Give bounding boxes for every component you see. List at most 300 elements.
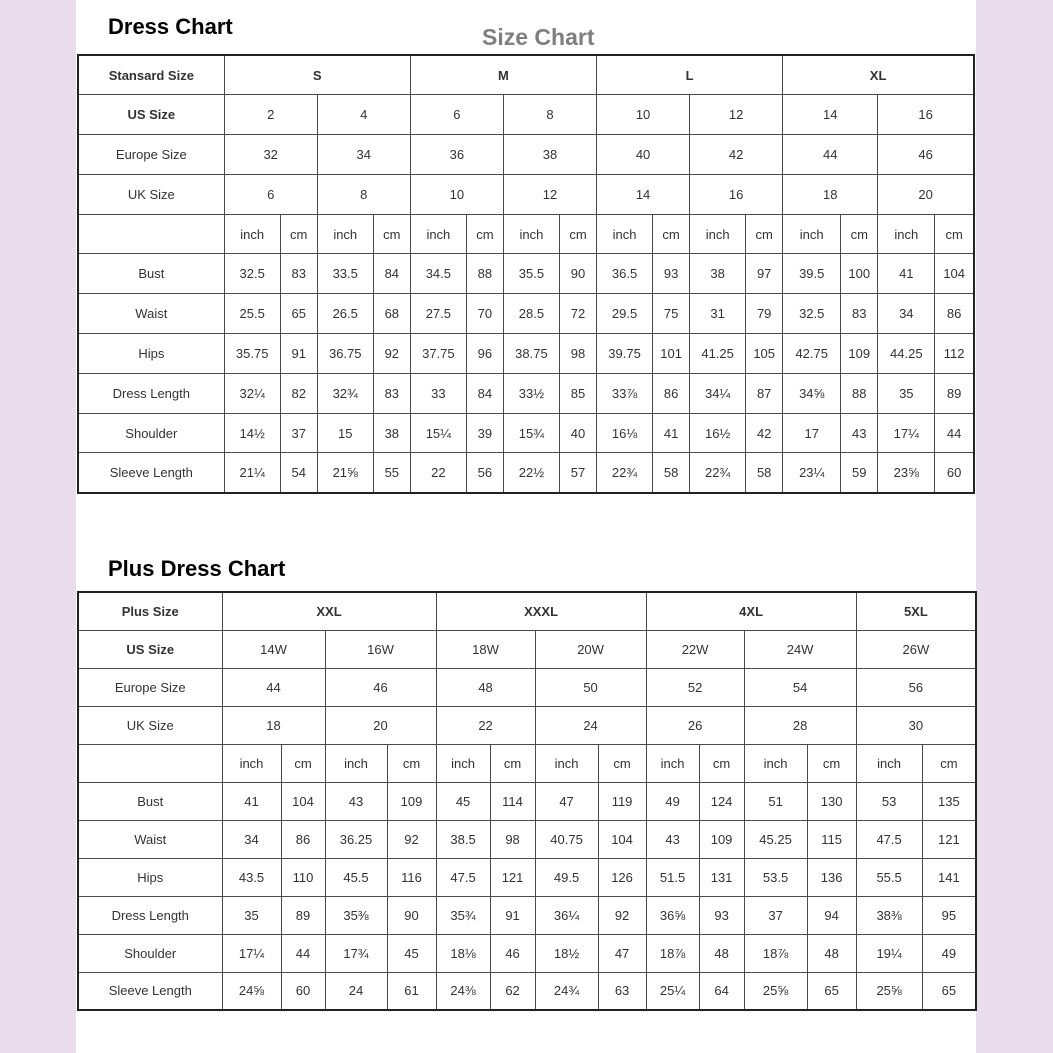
- value-inch: 35.5: [503, 254, 559, 294]
- value-inch: 43.5: [222, 858, 281, 896]
- size-cell: 12: [690, 95, 783, 135]
- size-cell: 8: [317, 174, 410, 214]
- measure-row-shoulder: [78, 413, 974, 453]
- value-cm: 59: [841, 453, 878, 493]
- size-group-4xl: 4XL: [646, 592, 856, 630]
- value-cm: 112: [935, 334, 974, 374]
- value-cm: 65: [280, 294, 317, 334]
- unit-inch: inch: [690, 214, 746, 254]
- size-cell: 20: [878, 174, 974, 214]
- value-inch: 24¾: [535, 972, 598, 1010]
- value-inch: 22: [410, 453, 466, 493]
- row-label: Shoulder: [78, 934, 222, 972]
- value-cm: 57: [559, 453, 596, 493]
- size-cell: 54: [744, 668, 856, 706]
- value-cm: 79: [746, 294, 783, 334]
- value-inch: 25¼: [646, 972, 699, 1010]
- value-inch: 38⅜: [856, 896, 922, 934]
- unit-inch: inch: [744, 744, 807, 782]
- size-cell: 24W: [744, 630, 856, 668]
- measure-row-bust: [78, 782, 976, 820]
- row-label: Bust: [78, 254, 224, 294]
- value-cm: 86: [653, 373, 690, 413]
- value-inch: 38.75: [503, 334, 559, 374]
- value-inch: 24⅝: [222, 972, 281, 1010]
- row-label: US Size: [78, 95, 224, 135]
- value-inch: 35⅜: [325, 896, 387, 934]
- size-cell: 20W: [535, 630, 646, 668]
- unit-cm: cm: [373, 214, 410, 254]
- value-cm: 45: [387, 934, 436, 972]
- value-inch: 18½: [535, 934, 598, 972]
- size-row-europe-size: [78, 135, 974, 175]
- value-inch: 47.5: [436, 858, 490, 896]
- value-cm: 60: [935, 453, 974, 493]
- value-cm: 83: [280, 254, 317, 294]
- value-cm: 58: [653, 453, 690, 493]
- size-cell: 16: [878, 95, 974, 135]
- measure-row-waist: [78, 294, 974, 334]
- value-cm: 75: [653, 294, 690, 334]
- value-cm: 86: [935, 294, 974, 334]
- size-group-xl: XL: [783, 55, 974, 95]
- value-cm: 97: [746, 254, 783, 294]
- value-inch: 33: [410, 373, 466, 413]
- unit-inch: inch: [410, 214, 466, 254]
- value-cm: 44: [935, 413, 974, 453]
- value-cm: 88: [841, 373, 878, 413]
- value-inch: 34: [878, 294, 935, 334]
- size-cell: 40: [597, 135, 690, 175]
- value-cm: 65: [922, 972, 976, 1010]
- measure-row-waist: [78, 820, 976, 858]
- value-inch: 15¾: [503, 413, 559, 453]
- value-inch: 41: [222, 782, 281, 820]
- value-cm: 43: [841, 413, 878, 453]
- value-inch: 39.75: [597, 334, 653, 374]
- unit-inch: inch: [317, 214, 373, 254]
- value-cm: 84: [466, 373, 503, 413]
- unit-cm: cm: [699, 744, 744, 782]
- row-label: Dress Length: [78, 896, 222, 934]
- value-inch: 19¼: [856, 934, 922, 972]
- unit-cm: cm: [841, 214, 878, 254]
- value-inch: 47.5: [856, 820, 922, 858]
- measure-row-hips: [78, 334, 974, 374]
- value-cm: 92: [373, 334, 410, 374]
- size-cell: 4: [317, 95, 410, 135]
- value-cm: 131: [699, 858, 744, 896]
- value-cm: 56: [466, 453, 503, 493]
- plus-dress-chart-table: [77, 591, 977, 1011]
- value-inch: 15¼: [410, 413, 466, 453]
- value-inch: 32¼: [224, 373, 280, 413]
- value-inch: 14½: [224, 413, 280, 453]
- size-cell: 46: [878, 135, 974, 175]
- value-inch: 23⅝: [878, 453, 935, 493]
- value-inch: 34¼: [690, 373, 746, 413]
- size-row-us-size: [78, 630, 976, 668]
- value-inch: 17¾: [325, 934, 387, 972]
- value-inch: 49.5: [535, 858, 598, 896]
- value-cm: 135: [922, 782, 976, 820]
- measure-row-dress-length: [78, 896, 976, 934]
- unit-cm: cm: [281, 744, 325, 782]
- value-inch: 22¾: [597, 453, 653, 493]
- value-inch: 37.75: [410, 334, 466, 374]
- size-group-m: M: [410, 55, 596, 95]
- value-cm: 104: [281, 782, 325, 820]
- value-cm: 90: [387, 896, 436, 934]
- unit-cm: cm: [490, 744, 535, 782]
- value-inch: 15: [317, 413, 373, 453]
- value-inch: 55.5: [856, 858, 922, 896]
- value-cm: 86: [281, 820, 325, 858]
- row-label: Europe Size: [78, 668, 222, 706]
- value-inch: 34.5: [410, 254, 466, 294]
- value-inch: 36.25: [325, 820, 387, 858]
- value-inch: 21⅝: [317, 453, 373, 493]
- value-cm: 89: [935, 373, 974, 413]
- value-inch: 32¾: [317, 373, 373, 413]
- value-cm: 54: [280, 453, 317, 493]
- size-cell: 52: [646, 668, 744, 706]
- value-inch: 16½: [690, 413, 746, 453]
- value-cm: 63: [598, 972, 646, 1010]
- unit-inch: inch: [856, 744, 922, 782]
- value-inch: 35.75: [224, 334, 280, 374]
- value-inch: 43: [325, 782, 387, 820]
- value-cm: 84: [373, 254, 410, 294]
- value-cm: 91: [280, 334, 317, 374]
- value-cm: 126: [598, 858, 646, 896]
- value-inch: 44.25: [878, 334, 935, 374]
- value-cm: 121: [922, 820, 976, 858]
- size-chart-page: [76, 0, 976, 1053]
- row-label: UK Size: [78, 706, 222, 744]
- size-cell: 6: [224, 174, 317, 214]
- size-cell: 18: [783, 174, 878, 214]
- size-cell: 2: [224, 95, 317, 135]
- unit-inch: inch: [783, 214, 841, 254]
- measure-row-bust: [78, 254, 974, 294]
- value-cm: 41: [653, 413, 690, 453]
- measure-row-shoulder: [78, 934, 976, 972]
- value-inch: 49: [646, 782, 699, 820]
- size-cell: 30: [856, 706, 976, 744]
- value-inch: 17¼: [222, 934, 281, 972]
- value-cm: 109: [699, 820, 744, 858]
- value-cm: 124: [699, 782, 744, 820]
- value-inch: 36.5: [597, 254, 653, 294]
- value-cm: 72: [559, 294, 596, 334]
- value-cm: 90: [559, 254, 596, 294]
- value-cm: 68: [373, 294, 410, 334]
- plus-dress-chart-title: Plus Dress Chart: [108, 556, 286, 581]
- value-cm: 87: [746, 373, 783, 413]
- value-inch: 45.5: [325, 858, 387, 896]
- size-cell: 16: [690, 174, 783, 214]
- size-cell: 20: [325, 706, 436, 744]
- value-cm: 83: [373, 373, 410, 413]
- dress-chart-table: [77, 54, 975, 494]
- size-group-header-row: [78, 592, 976, 630]
- value-cm: 119: [598, 782, 646, 820]
- measure-row-hips: [78, 858, 976, 896]
- size-group-s: S: [224, 55, 410, 95]
- value-cm: 58: [746, 453, 783, 493]
- value-inch: 22½: [503, 453, 559, 493]
- unit-row: [78, 214, 974, 254]
- value-cm: 92: [598, 896, 646, 934]
- unit-inch: inch: [646, 744, 699, 782]
- value-cm: 38: [373, 413, 410, 453]
- value-inch: 53.5: [744, 858, 807, 896]
- value-inch: 36.75: [317, 334, 373, 374]
- size-group-xxxl: XXXL: [436, 592, 646, 630]
- size-row-europe-size: [78, 668, 976, 706]
- value-cm: 110: [281, 858, 325, 896]
- row-label: [78, 214, 224, 254]
- value-inch: 28.5: [503, 294, 559, 334]
- size-cell: 24: [535, 706, 646, 744]
- value-inch: 51.5: [646, 858, 699, 896]
- row-label: Waist: [78, 820, 222, 858]
- unit-inch: inch: [535, 744, 598, 782]
- size-cell: 22W: [646, 630, 744, 668]
- size-group-header-row: [78, 55, 974, 95]
- value-cm: 98: [490, 820, 535, 858]
- size-cell: 32: [224, 135, 317, 175]
- size-cell: 48: [436, 668, 535, 706]
- value-cm: 105: [746, 334, 783, 374]
- value-cm: 39: [466, 413, 503, 453]
- value-inch: 24⅜: [436, 972, 490, 1010]
- value-cm: 98: [559, 334, 596, 374]
- value-inch: 41: [878, 254, 935, 294]
- size-cell: 14: [597, 174, 690, 214]
- value-inch: 18⅛: [436, 934, 490, 972]
- row-label: Hips: [78, 334, 224, 374]
- value-inch: 32.5: [224, 254, 280, 294]
- measure-row-sleeve-length: [78, 972, 976, 1010]
- value-inch: 33.5: [317, 254, 373, 294]
- size-cell: 8: [503, 95, 596, 135]
- value-inch: 18⅞: [646, 934, 699, 972]
- value-cm: 48: [807, 934, 856, 972]
- value-cm: 114: [490, 782, 535, 820]
- unit-inch: inch: [222, 744, 281, 782]
- value-inch: 23¼: [783, 453, 841, 493]
- dress-chart-title: Dress Chart: [108, 14, 233, 39]
- value-cm: 47: [598, 934, 646, 972]
- value-inch: 35: [878, 373, 935, 413]
- value-inch: 16⅛: [597, 413, 653, 453]
- size-cell: 44: [783, 135, 878, 175]
- size-chart-subtitle: Size Chart: [482, 24, 595, 50]
- value-inch: 36¼: [535, 896, 598, 934]
- value-inch: 21¼: [224, 453, 280, 493]
- row-label: Stansard Size: [78, 55, 224, 95]
- size-cell: 10: [597, 95, 690, 135]
- unit-cm: cm: [935, 214, 974, 254]
- value-cm: 70: [466, 294, 503, 334]
- value-inch: 51: [744, 782, 807, 820]
- size-cell: 36: [410, 135, 503, 175]
- unit-cm: cm: [559, 214, 596, 254]
- row-label: US Size: [78, 630, 222, 668]
- value-cm: 141: [922, 858, 976, 896]
- value-inch: 41.25: [690, 334, 746, 374]
- value-cm: 93: [699, 896, 744, 934]
- value-cm: 96: [466, 334, 503, 374]
- row-label: Hips: [78, 858, 222, 896]
- size-cell: 26: [646, 706, 744, 744]
- value-cm: 121: [490, 858, 535, 896]
- measure-row-sleeve-length: [78, 453, 974, 493]
- size-cell: 38: [503, 135, 596, 175]
- value-inch: 22¾: [690, 453, 746, 493]
- row-label: Waist: [78, 294, 224, 334]
- value-inch: 37: [744, 896, 807, 934]
- size-cell: 14W: [222, 630, 325, 668]
- value-inch: 25.5: [224, 294, 280, 334]
- size-cell: 46: [325, 668, 436, 706]
- unit-cm: cm: [387, 744, 436, 782]
- size-group-xxl: XXL: [222, 592, 436, 630]
- size-cell: 10: [410, 174, 503, 214]
- value-inch: 53: [856, 782, 922, 820]
- value-cm: 93: [653, 254, 690, 294]
- row-label: Plus Size: [78, 592, 222, 630]
- value-cm: 44: [281, 934, 325, 972]
- value-inch: 18⅞: [744, 934, 807, 972]
- size-cell: 26W: [856, 630, 976, 668]
- value-inch: 47: [535, 782, 598, 820]
- row-label: [78, 744, 222, 782]
- value-cm: 62: [490, 972, 535, 1010]
- size-cell: 6: [410, 95, 503, 135]
- value-cm: 130: [807, 782, 856, 820]
- size-cell: 12: [503, 174, 596, 214]
- size-group-5xl: 5XL: [856, 592, 976, 630]
- value-inch: 33½: [503, 373, 559, 413]
- value-cm: 61: [387, 972, 436, 1010]
- value-cm: 104: [598, 820, 646, 858]
- value-inch: 25⅝: [856, 972, 922, 1010]
- value-cm: 65: [807, 972, 856, 1010]
- value-cm: 48: [699, 934, 744, 972]
- value-inch: 29.5: [597, 294, 653, 334]
- value-inch: 26.5: [317, 294, 373, 334]
- value-inch: 36⅝: [646, 896, 699, 934]
- value-cm: 116: [387, 858, 436, 896]
- size-cell: 18W: [436, 630, 535, 668]
- unit-cm: cm: [922, 744, 976, 782]
- value-cm: 89: [281, 896, 325, 934]
- value-inch: 34⅝: [783, 373, 841, 413]
- value-cm: 49: [922, 934, 976, 972]
- value-inch: 39.5: [783, 254, 841, 294]
- value-inch: 27.5: [410, 294, 466, 334]
- value-cm: 55: [373, 453, 410, 493]
- unit-inch: inch: [224, 214, 280, 254]
- unit-inch: inch: [503, 214, 559, 254]
- size-cell: 34: [317, 135, 410, 175]
- value-cm: 95: [922, 896, 976, 934]
- size-cell: 56: [856, 668, 976, 706]
- value-inch: 25⅝: [744, 972, 807, 1010]
- value-cm: 109: [387, 782, 436, 820]
- value-inch: 38.5: [436, 820, 490, 858]
- value-cm: 104: [935, 254, 974, 294]
- row-label: Sleeve Length: [78, 453, 224, 493]
- measure-row-dress-length: [78, 373, 974, 413]
- unit-cm: cm: [598, 744, 646, 782]
- size-cell: 18: [222, 706, 325, 744]
- size-cell: 44: [222, 668, 325, 706]
- row-label: Sleeve Length: [78, 972, 222, 1010]
- value-inch: 33⅞: [597, 373, 653, 413]
- value-cm: 42: [746, 413, 783, 453]
- value-cm: 37: [280, 413, 317, 453]
- value-cm: 109: [841, 334, 878, 374]
- size-group-l: L: [597, 55, 783, 95]
- size-cell: 14: [783, 95, 878, 135]
- value-cm: 88: [466, 254, 503, 294]
- size-cell: 42: [690, 135, 783, 175]
- value-cm: 82: [280, 373, 317, 413]
- unit-inch: inch: [597, 214, 653, 254]
- unit-inch: inch: [878, 214, 935, 254]
- value-inch: 35¾: [436, 896, 490, 934]
- row-label: Europe Size: [78, 135, 224, 175]
- unit-inch: inch: [436, 744, 490, 782]
- value-inch: 45: [436, 782, 490, 820]
- size-cell: 28: [744, 706, 856, 744]
- value-cm: 83: [841, 294, 878, 334]
- unit-cm: cm: [280, 214, 317, 254]
- value-cm: 64: [699, 972, 744, 1010]
- value-inch: 17: [783, 413, 841, 453]
- size-row-us-size: [78, 95, 974, 135]
- value-inch: 45.25: [744, 820, 807, 858]
- value-cm: 101: [653, 334, 690, 374]
- value-cm: 100: [841, 254, 878, 294]
- row-label: Dress Length: [78, 373, 224, 413]
- unit-cm: cm: [807, 744, 856, 782]
- value-cm: 91: [490, 896, 535, 934]
- value-cm: 46: [490, 934, 535, 972]
- value-inch: 24: [325, 972, 387, 1010]
- row-label: Shoulder: [78, 413, 224, 453]
- size-row-uk-size: [78, 174, 974, 214]
- size-row-uk-size: [78, 706, 976, 744]
- value-inch: 42.75: [783, 334, 841, 374]
- value-inch: 34: [222, 820, 281, 858]
- unit-inch: inch: [325, 744, 387, 782]
- value-inch: 17¼: [878, 413, 935, 453]
- size-cell: 50: [535, 668, 646, 706]
- value-inch: 40.75: [535, 820, 598, 858]
- value-inch: 32.5: [783, 294, 841, 334]
- value-cm: 40: [559, 413, 596, 453]
- value-inch: 31: [690, 294, 746, 334]
- row-label: UK Size: [78, 174, 224, 214]
- value-cm: 92: [387, 820, 436, 858]
- value-cm: 60: [281, 972, 325, 1010]
- value-inch: 35: [222, 896, 281, 934]
